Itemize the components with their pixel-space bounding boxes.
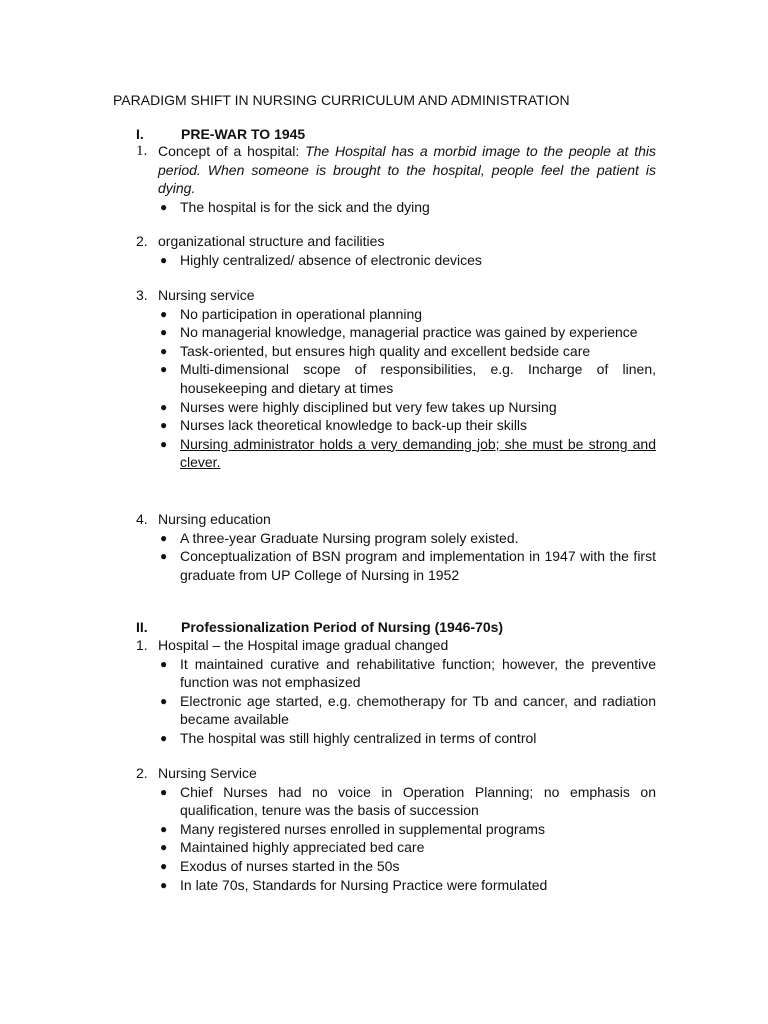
bullet-item: ● Conceptualization of BSN program and implementation in 1947 with the first graduate from UP College of Nursing in 1952: [160, 548, 656, 583]
bullet-item: ● Nurses were highly disciplined but very few takes up Nursing: [160, 398, 557, 415]
bullet-list: [158, 783, 656, 895]
bullet-item: ● Maintained highly appreciated bed care: [160, 839, 425, 856]
bullet-icon: ●: [160, 362, 168, 377]
bullet-item: ● Chief Nurses had no voice in Operation Planning; no emphasis on qualification, tenure was the basis of succession: [160, 783, 656, 819]
bullet-item: ● The hospital was still highly centralized in terms of control: [160, 729, 537, 746]
item-number: 2.: [136, 233, 148, 249]
bullet-icon: ●: [160, 343, 168, 358]
section-roman-numeral: I.: [136, 126, 144, 142]
item-number: 3.: [136, 287, 148, 303]
bullet-item: ● Multi-dimensional scope of responsibilities, e.g. Incharge of linen, housekeeping and dietary at times: [160, 361, 656, 396]
bullet-icon: ●: [160, 693, 168, 708]
bullet-icon: ●: [160, 549, 168, 564]
bullet-icon: ●: [160, 784, 168, 799]
bullet-item: ● Nurses lack theoretical knowledge to back-up their skills: [160, 417, 528, 434]
list-item-nursing-service-2: [136, 764, 656, 894]
bullet-icon: ●: [160, 399, 168, 414]
list-item-organizational-structure: [136, 232, 656, 269]
list-item-nursing-education: [136, 510, 656, 584]
item-lead-italic: The Hospital has a morbid image to the people at this period. When someone is brought to the hospital, people feel the patient is dying.: [158, 143, 656, 197]
bullet-item: ● Task-oriented, but ensures high quality and excellent bedside care: [160, 342, 591, 359]
list-item-hospital: [136, 636, 656, 748]
bullet-item: ● The hospital is for the sick and the dying: [160, 198, 430, 215]
section-heading-2: [136, 618, 503, 637]
list-item-nursing-service: [136, 286, 656, 472]
section-roman-numeral: II.: [136, 619, 148, 635]
bullet-icon: ●: [160, 199, 168, 214]
item-text: Hospital – the Hospital image gradual changed: [158, 637, 449, 653]
bullet-icon: ●: [160, 436, 168, 451]
bullet-icon: ●: [160, 858, 168, 873]
bullet-icon: ●: [160, 840, 168, 855]
item-lead: Concept of a hospital:: [158, 143, 306, 159]
bullet-icon: ●: [160, 656, 168, 671]
item-number: 1.: [136, 637, 148, 653]
section-title: PRE-WAR TO 1945: [181, 126, 306, 142]
bullet-icon: ●: [160, 418, 168, 433]
bullet-icon: ●: [160, 877, 168, 892]
bullet-list: [158, 198, 656, 217]
item-number: 1.: [136, 143, 148, 159]
bullet-item: ● Exodus of nurses started in the 50s: [160, 857, 400, 874]
list-item-concept-of-hospital: [136, 142, 656, 216]
item-text: Nursing Service: [158, 765, 257, 781]
section-title: Professionalization Period of Nursing (1946-70s): [181, 619, 504, 635]
bullet-list: [158, 529, 656, 585]
bullet-icon: ●: [160, 325, 168, 340]
bullet-icon: ●: [160, 730, 168, 745]
item-text: [158, 142, 656, 198]
bullet-item: ● In late 70s, Standards for Nursing Practice were formulated: [160, 876, 548, 893]
bullet-item: ● Many registered nurses enrolled in supplemental programs: [160, 820, 545, 837]
section-heading-1: [136, 125, 305, 144]
bullet-list: [158, 655, 656, 748]
bullet-icon: ●: [160, 530, 168, 545]
bullet-icon: ●: [160, 821, 168, 836]
item-text: Nursing education: [158, 511, 271, 527]
bullet-item: ● Highly centralized/ absence of electronic devices: [160, 251, 482, 268]
bullet-item: ● Nursing administrator holds a very demanding job; she must be strong and clever.: [160, 435, 656, 471]
item-number: 2.: [136, 765, 148, 781]
bullet-icon: ●: [160, 306, 168, 321]
bullet-item: ● No participation in operational planning: [160, 305, 423, 322]
document-title: PARADIGM SHIFT IN NURSING CURRICULUM AND ADMINISTRATION: [113, 92, 570, 108]
bullet-item: ● A three-year Graduate Nursing program solely existed.: [160, 529, 519, 546]
bullet-item: ● It maintained curative and rehabilitative function; however, the preventive function was not emphasized: [160, 655, 656, 691]
bullet-list: [158, 305, 656, 472]
bullet-item: ● Electronic age started, e.g. chemotherapy for Tb and cancer, and radiation became available: [160, 692, 656, 728]
bullet-item: ● No managerial knowledge, managerial practice was gained by experience: [160, 324, 638, 341]
item-number: 4.: [136, 511, 148, 527]
item-text: organizational structure and facilities: [158, 233, 385, 249]
bullet-list: [158, 251, 656, 270]
bullet-icon: ●: [160, 252, 168, 267]
item-text: Nursing service: [158, 287, 255, 303]
